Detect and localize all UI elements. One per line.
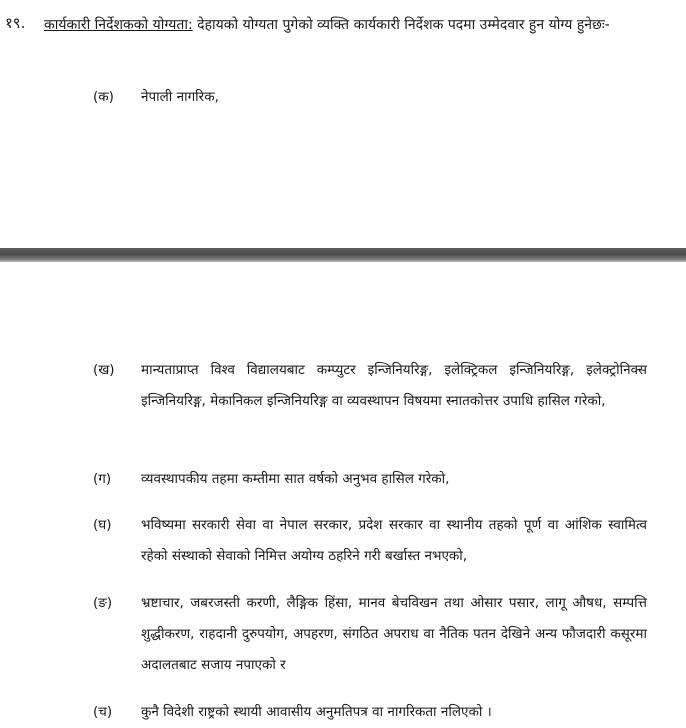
- clause-number: १९.: [5, 14, 26, 32]
- item-label: (ङ): [93, 595, 113, 611]
- document-page-top: [0, 0, 686, 248]
- item-label: (ग): [93, 471, 112, 487]
- clause-heading: कार्यकारी निर्देशकको योग्यता:: [44, 17, 193, 33]
- page-break-divider: [0, 248, 686, 262]
- item-text: भ्रष्टाचार, जबरजस्ती करणी, लैङ्गिक हिंसा, मानव बेचविखन तथा ओसार पसार, लागू औषध, सम्पत्ति शुद्धीकरण, राहदानी दुरुपयोग, अपहरण, संगठित अपराध वा नैतिक पतन देखिने अन्य फौजदारी कसूरमा अदालतबाट सजाय नपाएको र: [141, 595, 647, 673]
- clause-intro: देहायको योग्यता पुगेको व्यक्ति कार्यकारी निर्देशक पदमा उम्मेदवार हुन योग्य हुनेछः-: [192, 17, 610, 33]
- item-text: नेपाली नागरिक,: [141, 89, 219, 105]
- item-label: (क): [93, 89, 114, 105]
- item-text: भविष्यमा सरकारी सेवा वा नेपाल सरकार, प्रदेश सरकार वा स्थानीय तहको पूर्ण वा आंशिक स्वामित्व रहेको संस्थाको सेवाको निमित्त अयोग्य ठहरिने गरी बर्खास्त नभएको,: [141, 517, 647, 564]
- item-text: मान्यताप्राप्त विश्व विद्यालयबाट कम्प्युटर इन्जिनियरिङ्ग, इलेक्ट्रिकल इन्जिनियरिङ्ग, इलेक्ट्रोनिक्स इन्जिनियरिङ्ग, मेकानिकल इन्जिनियरिङ्ग वा व्यवस्थापन विषयमा स्नातकोत्तर उपाधि हासिल गरेको,: [141, 362, 647, 409]
- item-label: (च): [93, 704, 113, 720]
- clause-body: [44, 10, 650, 40]
- item-label: (घ): [93, 517, 112, 533]
- item-text: व्यवस्थापकीय तहमा कम्तीमा सात वर्षको अनुभव हासिल गरेको,: [141, 471, 450, 487]
- item-label: (ख): [93, 362, 115, 378]
- item-text: कुनै विदेशी राष्ट्रको स्थायी आवासीय अनुमतिपत्र वा नागरिकता नलिएको ।: [141, 704, 492, 720]
